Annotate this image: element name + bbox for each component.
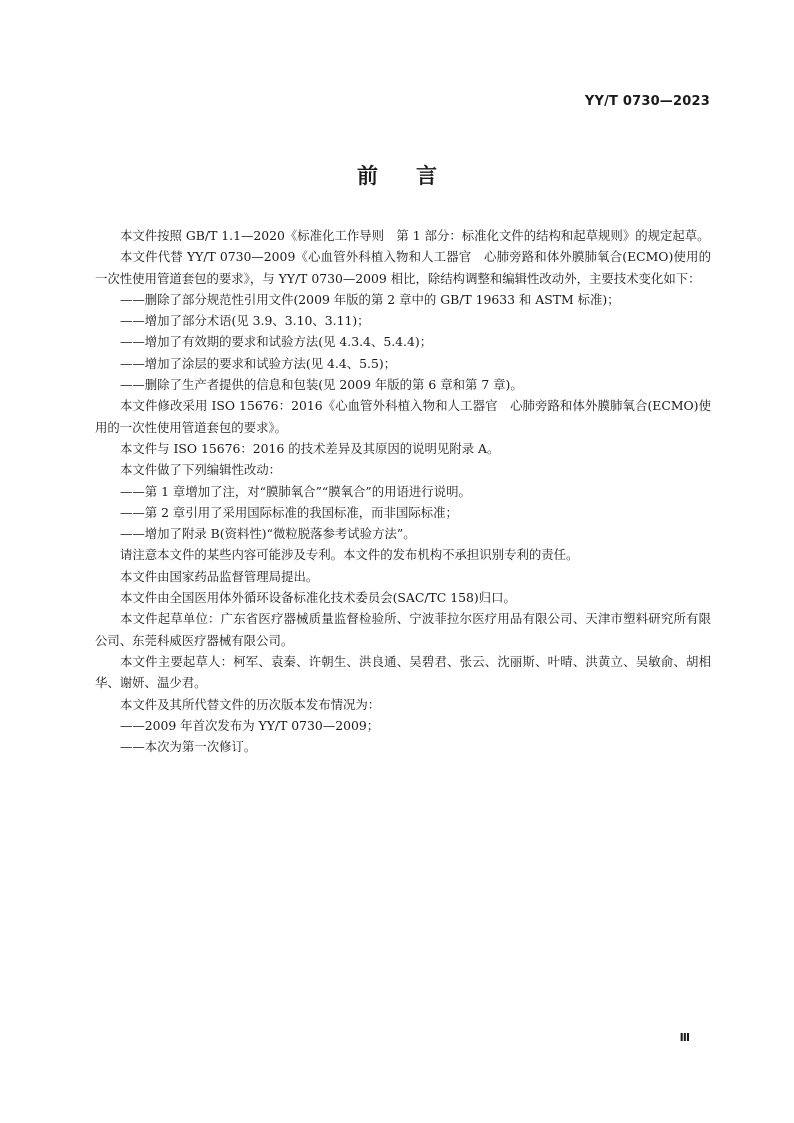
paragraph-drafting-units: 本文件起草单位：广东省医疗器械质量监督检验所、宁波菲拉尔医疗用品有限公司、天津市塑料研究所有限公司、东莞科威医疗器械有限公司。: [95, 611, 711, 648]
change-item: ——删除了生产者提供的信息和包装(见 2009 年版的第 6 章和第 7 章)。: [120, 377, 523, 393]
change-item: ——增加了有效期的要求和试验方法(见 4.3.4、5.4.4)；: [120, 334, 433, 350]
paragraph-drafters: 本文件主要起草人：柯军、袁秦、许朝生、洪良通、吴碧君、张云、沈丽斯、叶晴、洪黄立、吴敏俞、胡相华、谢妍、温少君。: [95, 653, 711, 691]
paragraph-proposed-by: 本文件由国家药品监督管理局提出。: [120, 568, 319, 584]
change-item: ——增加了部分术语(见 3.9、3.10、3.11)；: [120, 313, 370, 329]
page-title: 前言: [357, 164, 475, 188]
paragraph-history-intro: 本文件及其所代替文件的历次版本发布情况为：: [120, 696, 381, 712]
page-number: Ⅲ: [679, 1031, 690, 1044]
editorial-item: ——增加了附录 B(资料性)“微粒脱落参考试验方法”。: [120, 526, 416, 542]
paragraph-under-jurisdiction: 本文件由全国医用体外循环设备标准化技术委员会(SAC/TC 158)归口。: [120, 590, 516, 606]
history-item: ——本次为第一次修订。: [120, 739, 257, 755]
paragraph-differences: 本文件与 ISO 15676：2016 的技术差异及其原因的说明见附录 A。: [120, 440, 500, 456]
history-item: ——2009 年首次发布为 YY/T 0730—2009；: [120, 717, 380, 733]
change-item: ——增加了涂层的要求和试验方法(见 4.4、5.5)；: [120, 355, 397, 371]
standard-number: YY/T 0730—2023: [584, 94, 710, 109]
change-item: ——删除了部分规范性引用文件(2009 年版的第 2 章中的 GB/T 19633 和 ASTM 标准)；: [120, 291, 620, 307]
paragraph-patent-notice: 请注意本文件的某些内容可能涉及专利。本文件的发布机构不承担识别专利的责任。: [120, 547, 579, 563]
editorial-item: ——第 1 章增加了注，对“膜肺氧合”“膜氧合”的用语进行说明。: [120, 483, 471, 499]
paragraph-adoption: 本文件修改采用 ISO 15676：2016《心血管外科植入物和人工器官 心肺旁路和体外膜肺氧合(ECMO)使用的一次性使用管道套包的要求》。: [95, 398, 711, 435]
paragraph-editorial-intro: 本文件做了下列编辑性改动：: [120, 462, 282, 478]
paragraph-replaces: 本文件代替 YY/T 0730—2009《心血管外科植入物和人工器官 心肺旁路和体外膜肺氧合(ECMO)使用的一次性使用管道套包的要求》，与 YY/T 0730—2009 相比，除结构调整和编辑性改动外，主要技术变化如下：: [95, 249, 711, 286]
paragraph-drafting-rules: 本文件按照 GB/T 1.1—2020《标准化工作导则 第 1 部分：标准化文件的结构和起草规则》的规定起草。: [120, 228, 710, 243]
editorial-item: ——第 2 章引用了采用国际标准的我国标准，而非国际标准；: [120, 504, 458, 520]
foreword-body: [95, 225, 711, 757]
